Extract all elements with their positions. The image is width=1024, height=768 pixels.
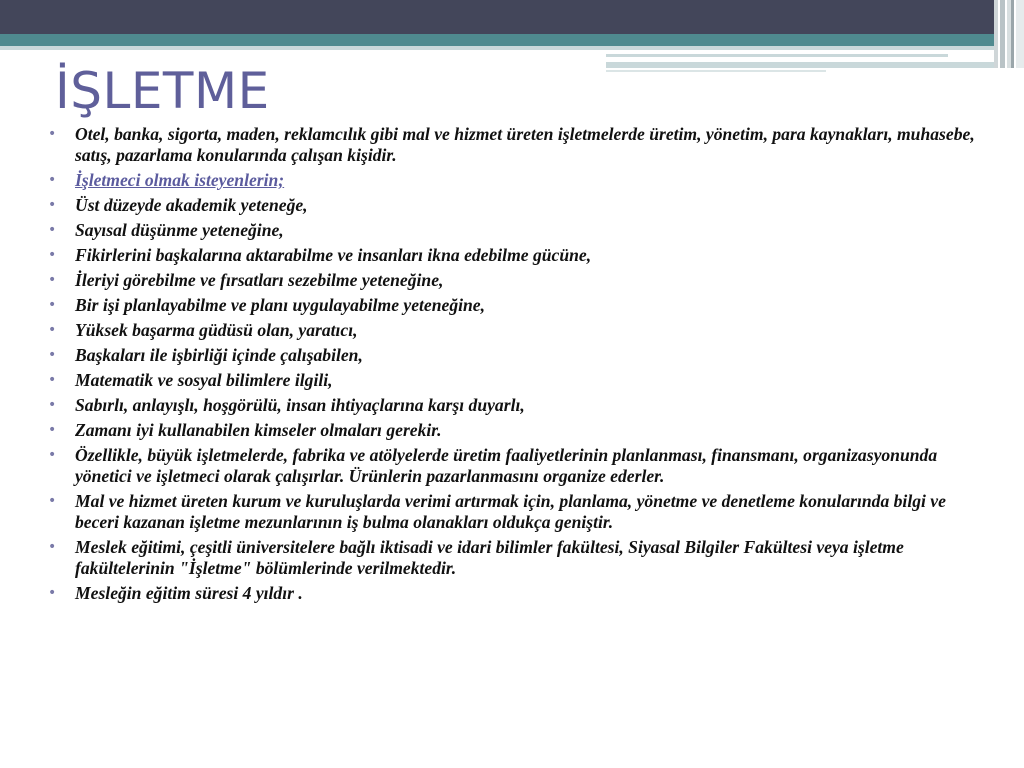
list-item-text: Başkaları ile işbirliği içinde çalışabilen,	[75, 345, 363, 365]
header-accent-line	[606, 62, 1002, 68]
list-item-text: Özellikle, büyük işletmelerde, fabrika ve atölyelerde üretim faaliyetlerinin planlanması, finansmanı, organizasyonunda yönetici ve işletmeci olarak çalışırlar. Ürünlerin pazarlanmasını organize ederler.	[75, 445, 938, 486]
bullet-icon: •	[48, 272, 57, 288]
list-item	[48, 295, 993, 316]
list-item	[48, 445, 993, 487]
bullet-icon: •	[48, 322, 57, 338]
bullet-icon: •	[48, 297, 57, 313]
list-item-text: Sayısal düşünme yeteneğine,	[75, 220, 284, 240]
bullet-icon: •	[48, 539, 57, 555]
header-accent-line	[606, 70, 826, 72]
list-item	[48, 370, 993, 391]
bullet-icon: •	[48, 447, 57, 463]
bullet-icon: •	[48, 347, 57, 363]
list-item	[48, 395, 993, 416]
list-item-text: Zamanı iyi kullanabilen kimseler olmaları gerekir.	[75, 420, 442, 440]
bullet-icon: •	[48, 493, 57, 509]
list-item	[48, 345, 993, 366]
list-item-text: Mal ve hizmet üreten kurum ve kuruluşlarda verimi artırmak için, planlama, yönetme ve denetleme konularında bilgi ve beceri kazanan işletme mezunlarının iş bulma olanakları oldukça geniştir.	[75, 491, 946, 532]
list-item-text: Otel, banka, sigorta, maden, reklamcılık gibi mal ve hizmet üreten işletmelerde üretim, yönetim, para kaynakları, muhasebe, satış, pazarlama konularında çalışan kişidir.	[75, 124, 975, 165]
list-item	[48, 170, 993, 191]
bullet-icon: •	[48, 397, 57, 413]
list-item	[48, 270, 993, 291]
list-item	[48, 124, 993, 166]
bullet-icon: •	[48, 172, 57, 188]
header-band-light	[0, 46, 1024, 50]
list-item-text: Bir işi planlayabilme ve planı uygulayabilme yeteneğine,	[75, 295, 485, 315]
header-band-teal	[0, 34, 1024, 46]
list-item-text: Yüksek başarma güdüsü olan, yaratıcı,	[75, 320, 358, 340]
list-item-text: Sabırlı, anlayışlı, hoşgörülü, insan ihtiyaçlarına karşı duyarlı,	[75, 395, 525, 415]
bullet-list	[48, 124, 993, 608]
list-item	[48, 583, 993, 604]
slide-title: İŞLETME	[55, 62, 270, 120]
list-item	[48, 245, 993, 266]
header-stripes	[994, 0, 1024, 68]
list-item	[48, 195, 993, 216]
list-item-text: Matematik ve sosyal bilimlere ilgili,	[75, 370, 333, 390]
list-item-text: Meslek eğitimi, çeşitli üniversitelere bağlı iktisadi ve idari bilimler fakültesi, Siyasal Bilgiler Fakültesi veya işletme fakültelerinin "İşletme" bölümlerinde verilmektedir.	[75, 537, 904, 578]
list-item-text: Mesleğin eğitim süresi 4 yıldır .	[75, 583, 303, 603]
list-item-text: Fikirlerini başkalarına aktarabilme ve insanları ikna edebilme gücüne,	[75, 245, 592, 265]
bullet-icon: •	[48, 222, 57, 238]
header-accent-line	[606, 54, 948, 57]
bullet-icon: •	[48, 372, 57, 388]
bullet-icon: •	[48, 197, 57, 213]
list-item-text: Üst düzeyde akademik yeteneğe,	[75, 195, 308, 215]
bullet-icon: •	[48, 422, 57, 438]
list-item	[48, 220, 993, 241]
subheading-link[interactable]: İşletmeci olmak isteyenlerin;	[75, 170, 285, 190]
list-item	[48, 491, 993, 533]
list-item	[48, 320, 993, 341]
list-item	[48, 537, 993, 579]
bullet-icon: •	[48, 585, 57, 601]
header-band-dark	[0, 0, 1024, 34]
list-item-text: İleriyi görebilme ve fırsatları sezebilme yeteneğine,	[75, 270, 444, 290]
bullet-icon: •	[48, 247, 57, 263]
list-item	[48, 420, 993, 441]
bullet-icon: •	[48, 126, 57, 142]
